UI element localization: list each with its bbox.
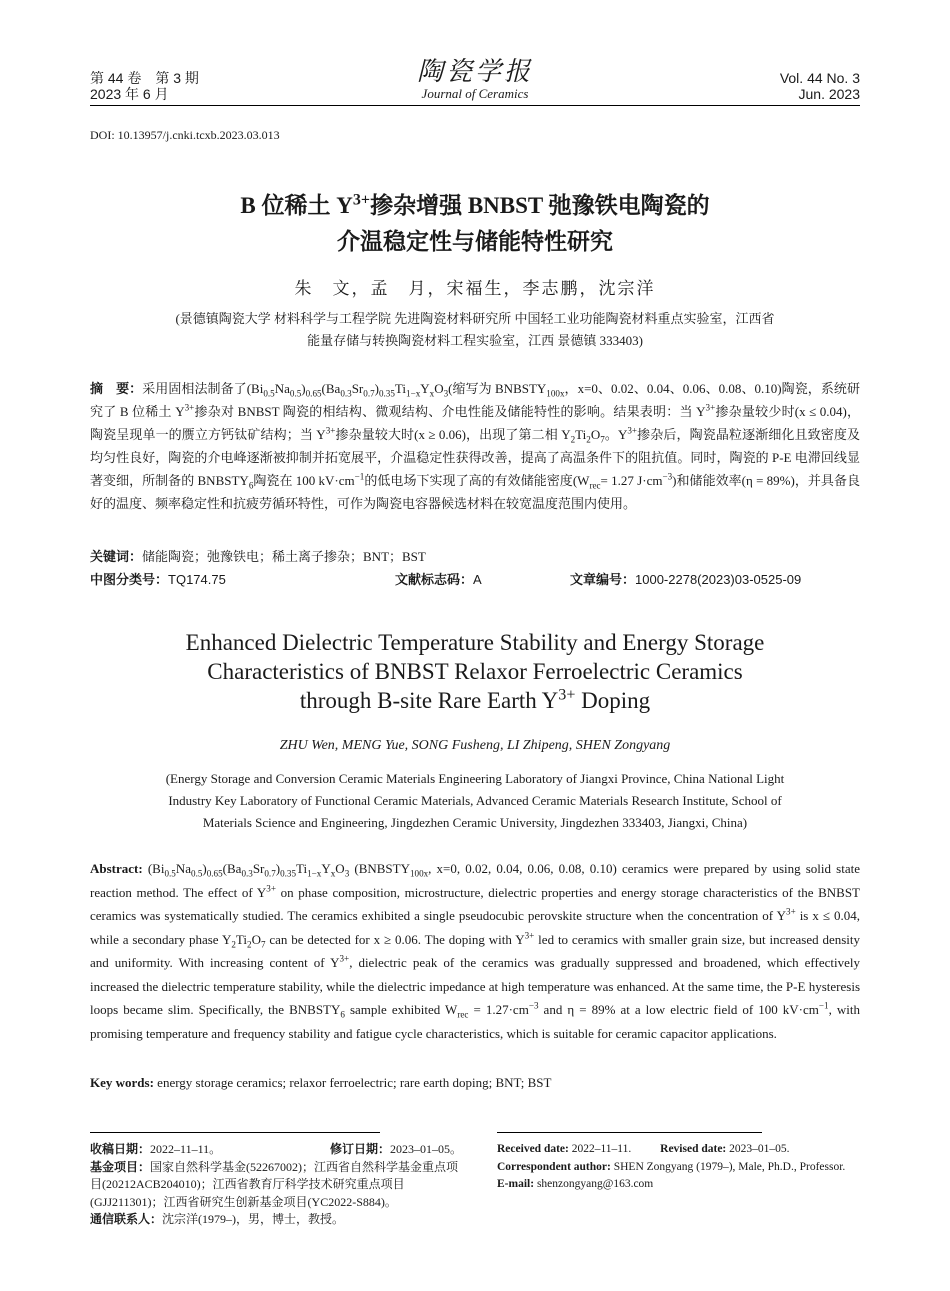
correspondent-en: Correspondent author: SHEN Zongyang (1979–), Male, Ph.D., Professor. (497, 1160, 846, 1173)
journal-name-en: Journal of Ceramics (421, 86, 529, 101)
contact-cn: 通信联系人：沈宗洋(1979–)，男，博士，教授。 (90, 1212, 345, 1226)
title-en (0, 628, 950, 715)
date-cn: 2023 年 6 月 (90, 86, 169, 102)
doi: DOI: 10.13957/j.cnki.tcxb.2023.03.013 (90, 128, 280, 142)
affiliation-cn-line: (景德镇陶瓷大学 材料科学与工程学院 先进陶瓷材料研究所 中国轻工业功能陶瓷材料重点实验室，江西省 (175, 311, 775, 326)
keywords-cn-text: 储能陶瓷；弛豫铁电；稀土离子掺杂；BNT；BST (142, 549, 426, 564)
affiliation-en-line: Industry Key Laboratory of Functional Ceramic Materials, Advanced Ceramic Materials Research Institute, School of (168, 793, 782, 808)
date-en: Jun. 2023 (798, 86, 860, 102)
title-en-line: Enhanced Dielectric Temperature Stability and Energy Storage (185, 630, 765, 655)
issue-info-en (780, 70, 860, 102)
affiliation-cn-line: 能量存储与转换陶瓷材料工程实验室，江西 景德镇 333403) (307, 333, 643, 348)
dates-cn: 收稿日期：2022–11–11。 修订日期：2023–01–05。 (90, 1142, 462, 1156)
title-cn-sup: 3+ (352, 191, 371, 209)
volume-issue-cn: 第 44 卷 第 3 期 (90, 70, 199, 86)
footnote-en (497, 1141, 852, 1194)
authors-cn: 朱 文，孟 月，宋福生，李志鹏，沈宗洋 (294, 279, 656, 298)
affiliation-en (110, 768, 840, 834)
abstract-en-label: Abstract: (90, 861, 143, 876)
clc-number: 中图分类号：TQ174.75 (90, 572, 226, 587)
document-code: 文献标志码：A (395, 572, 482, 587)
abstract-cn: 摘 要：采用固相法制备了$(Bi_{0.5}Na_{0.5})_{0.65}(Ba_{0.3}Sr_{0.7})_{0.35}Ti_{1-x}Y_xO_3$(缩写为 $BNBSTY_{100x}$，x=0、0.02、0.04、0.06、0.08、0.10)陶瓷，系统研究了 B 位稀土 $Y^{3+}$掺杂对 BNBST 陶瓷的相结构、微观结构、介电性能及储能特性的影响。结果表明：当 $Y^{3+}$掺杂量较少时(x ≤ 0.04)，陶瓷呈现单一的赝立方钙钛矿结构；当 $Y^{3+}$掺杂量较大时(x ≥ 0.06)，出现了第二相 $Y_2Ti_2O_7$。$Y^{3+}$掺杂后，陶瓷晶粒逐渐细化且致密度及均匀性良好，陶瓷的介电峰逐渐被抑制并拓宽展平，介温稳定性获得改善，提高了高温条件下的阻抗值。同时，陶瓷的 P-E 电滞回线显著变细，所制备的 $BNBSTY_6$陶瓷在 100 $kV\cdot cm^{-1}$的低电场下实现了高的有效储能密度($W_{rec}= 1.27$ $J\cdot cm^{-3}$)和储能效率(η = 89%)，并具备良好的温度、频率稳定性和抗疲劳循环特性，可作为陶瓷电容器候选材料在较宽温度范围内使用。 (90, 381, 861, 511)
title-en-part: through B-site Rare Earth Y (299, 688, 559, 713)
keywords-cn (90, 545, 860, 568)
keywords-en-text: energy storage ceramics; relaxor ferroelectric; rare earth doping; BNT; BST (153, 1075, 552, 1090)
title-en-part: Doping (575, 688, 651, 713)
header-rule (90, 105, 860, 106)
article-number: 文章编号：1000-2278(2023)03-0525-09 (570, 572, 802, 587)
affiliation-en-line: (Energy Storage and Conversion Ceramic Materials Engineering Laboratory of Jiangxi Province, China National Light (165, 771, 785, 786)
keywords-cn-label: 关键词： (90, 549, 143, 564)
title-en-sup: 3+ (558, 686, 576, 704)
footnote-cn (90, 1141, 462, 1229)
volume-issue-en: Vol. 44 No. 3 (779, 70, 860, 86)
abstract-en: Abstract: $(Bi_{0.5}Na_{0.5})_{0.65}(Ba_{0.3}Sr_{0.7})_{0.35}Ti_{1-x}Y_xO_3$ ($BNBSTY_{100x}$, x=0, 0.02, 0.04, 0.06, 0.08, 0.10) ceramics were prepared by using solid state reaction method. The effect of $Y^{3+}$ on phase composition, microstructure, dielectric properties and energy storage characteristics of the BNBST ceramics was systematically studied. The ceramics exhibited a single pseudocubic perovskite structure when the concentration of $Y^{3+}$ is x ≤ 0.04, while a secondary phase $Y_2Ti_2O_7$ can be detected for x ≥ 0.06. The doping with $Y^{3+}$ led to ceramics with smaller grain size, but increased density and uniformity. With increasing content of $Y^{3+}$, dielectric peak of the ceramics was gradually suppressed and broadened, which effectively increased the dielectric temperature stability, while the dielectric impedance at high temperature was enhanced. At the same time, the P-E hysteresis loops became slim. Specifically, the $BNBSTY_6$ sample exhibited $W_{rec} = 1.27\cdot cm^{-3}$ and η = 89% at a low electric field of 100 $kV\cdot cm^{-1}$, with promising temperature and frequency stability and fatigue cycle characteristics, which is suitable for ceramic capacitor applications. (90, 861, 861, 1041)
title-en-line: Characteristics of BNBST Relaxor Ferroelectric Ceramics (207, 659, 743, 684)
footnote-rule-cn (90, 1132, 380, 1133)
title-cn (0, 188, 950, 260)
authors-en: ZHU Wen, MENG Yue, SONG Fusheng, LI Zhipeng, SHEN Zongyang (279, 738, 671, 753)
footnote-rule-en (497, 1132, 762, 1133)
email-en: E-mail: shenzongyang@163.com (497, 1178, 654, 1190)
affiliation-cn (120, 308, 830, 352)
fund-cn: 基金项目：国家自然科学基金(52267002)；江西省自然科学基金重点项目(20212ACB204010)；江西省教育厅科学技术研究重点项目(GJJ211301)；江西省研究生创新基金项目(YC2022-S884)。 (90, 1159, 459, 1209)
title-cn-line2: 介温稳定性与储能特性研究 (337, 229, 613, 254)
journal-logo-cn: 陶瓷学报 (416, 57, 533, 86)
title-cn-part: B 位稀土 Y (240, 193, 353, 218)
affiliation-en-line: Materials Science and Engineering, Jingdezhen Ceramic University, Jingdezhen 333403, Jiangxi, China) (202, 815, 748, 830)
keywords-en-label: Key words: (90, 1075, 154, 1090)
title-cn-part: 掺杂增强 BNBST 弛豫铁电陶瓷的 (370, 193, 710, 218)
keywords-en (90, 1073, 860, 1093)
abstract-cn-label: 摘 要： (90, 381, 143, 396)
dates-en: Received date: 2022–11–11. Revised date: 2023–01–05. (497, 1143, 790, 1155)
